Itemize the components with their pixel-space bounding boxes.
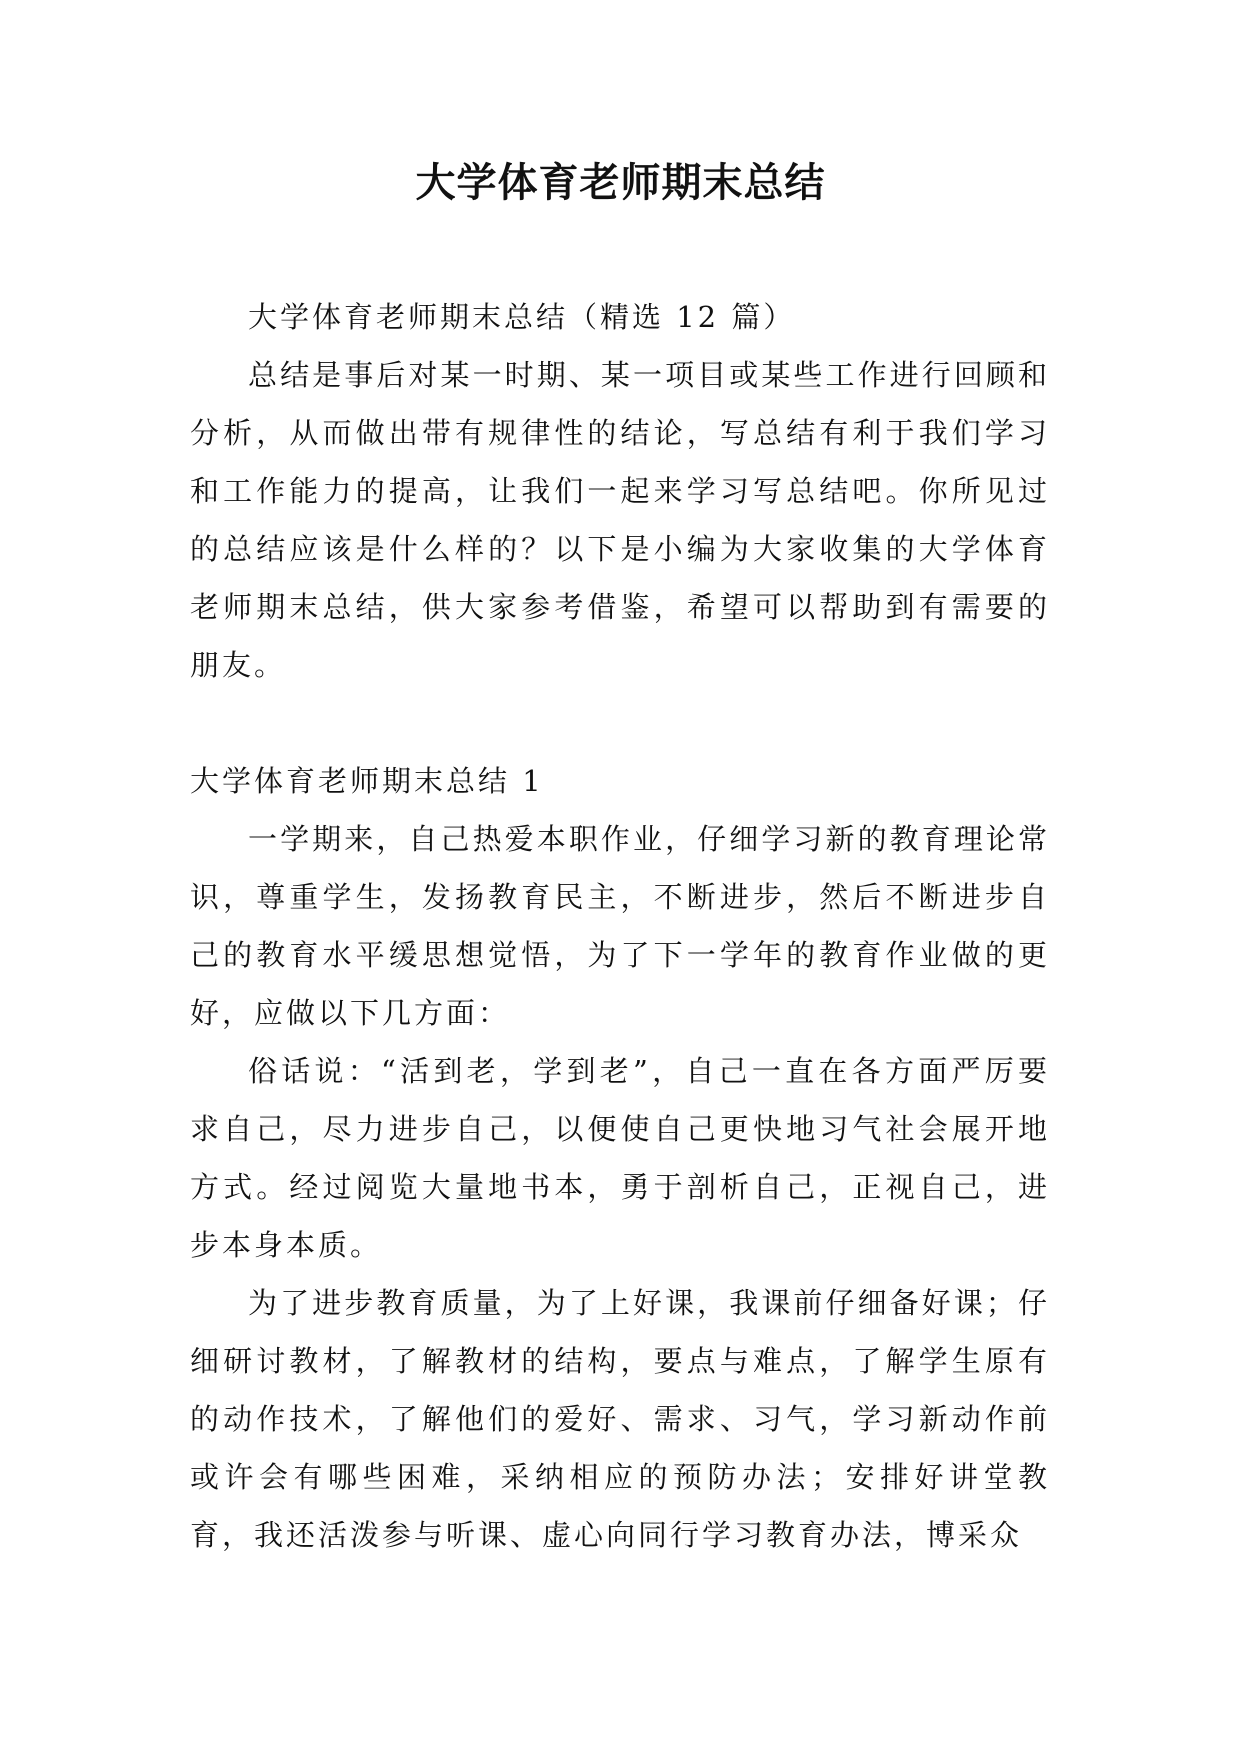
paragraph-spacer bbox=[190, 694, 1050, 752]
document-body bbox=[190, 288, 1050, 1564]
document-subtitle: 大学体育老师期末总结（精选 12 篇） bbox=[248, 300, 796, 334]
body-paragraph-2: 俗话说：“活到老，学到老”，自己一直在各方面严厉要求自己，尽力进步自己，以便使自己更快地习气社会展开地方式。经过阅览大量地书本，勇于剖析自己，正视自己，进步本身本质。 bbox=[190, 1054, 1050, 1262]
section-heading: 大学体育老师期末总结 1 bbox=[190, 764, 544, 798]
body-paragraph-3: 为了进步教育质量，为了上好课，我课前仔细备好课；仔细研讨教材，了解教材的结构，要点与难点，了解学生原有的动作技术，了解他们的爱好、需求、习气，学习新动作前或许会有哪些困难，采纳相应的预防办法；安排好讲堂教育，我还活泼参与听课、虚心向同行学习教育办法，博采众 bbox=[190, 1286, 1050, 1552]
intro-paragraph: 总结是事后对某一时期、某一项目或某些工作进行回顾和分析，从而做出带有规律性的结论，写总结有利于我们学习和工作能力的提高，让我们一起来学习写总结吧。你所见过的总结应该是什么样的？以下是小编为大家收集的大学体育老师期末总结，供大家参考借鉴，希望可以帮助到有需要的朋友。 bbox=[190, 358, 1050, 682]
document-title: 大学体育老师期末总结 bbox=[415, 160, 826, 206]
body-paragraph-1: 一学期来，自己热爱本职作业，仔细学习新的教育理论常识，尊重学生，发扬教育民主，不断进步，然后不断进步自己的教育水平缓思想觉悟，为了下一学年的教育作业做的更好，应做以下几方面： bbox=[190, 822, 1050, 1030]
